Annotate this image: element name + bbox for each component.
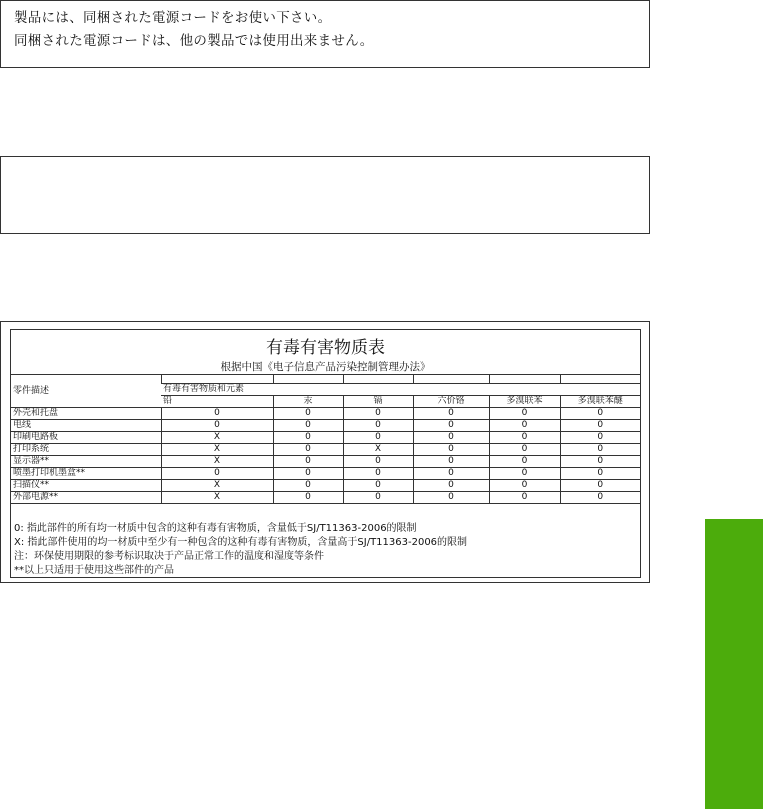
substance-value-cell: 0	[413, 432, 489, 444]
substance-value-cell: 0	[343, 420, 413, 432]
substance-value-cell: 0	[343, 408, 413, 420]
substance-value-cell: 0	[161, 408, 273, 420]
substance-value-cell: 0	[560, 468, 640, 480]
hazard-table-frame	[10, 329, 641, 578]
notice-line-2: 同梱された電源コードは、他の製品では使用出来ません。	[14, 33, 374, 49]
substance-value-cell: 0	[489, 492, 560, 504]
part-name-cell: 打印系统	[11, 444, 161, 456]
empty-notice-box	[0, 156, 650, 234]
hazard-notes	[14, 522, 467, 578]
part-name-cell: 显示器**	[11, 456, 161, 468]
part-name-cell: 印刷电路板	[11, 432, 161, 444]
note-line: 0: 指此部件的所有均一材质中包含的这种有毒有害物质，含量低于SJ/T11363-2006的限制	[14, 523, 417, 534]
substance-value-cell: 0	[413, 492, 489, 504]
note-line: X: 指此部件使用的均一材质中至少有一种包含的这种有毒有害物质，含量高于SJ/T11363-2006的限制	[14, 537, 468, 548]
substance-value-cell: X	[161, 432, 273, 444]
substance-value-cell: 0	[273, 408, 343, 420]
substance-value-cell: 0	[413, 408, 489, 420]
note-line: 注：环保使用期限的参考标识取决于产品正常工作的温度和湿度等条件	[14, 551, 324, 562]
hazard-table-subtitle: 根据中国《电子信息产品污染控制管理办法》	[220, 361, 431, 373]
substance-value-cell: 0	[343, 492, 413, 504]
substance-value-cell: 0	[413, 444, 489, 456]
substance-value-cell: 0	[489, 420, 560, 432]
substance-value-cell: 0	[560, 408, 640, 420]
substance-value-cell: 0	[343, 432, 413, 444]
hazard-table-title: 有毒有害物质表	[266, 338, 385, 358]
notice-line-1: 製品には、同梱された電源コードをお使い下さい。	[14, 10, 332, 26]
substance-value-cell: 0	[560, 492, 640, 504]
table-row	[11, 408, 640, 420]
substance-value-cell: X	[161, 444, 273, 456]
substance-group-header: 有毒有害物质和元素	[161, 384, 640, 396]
substance-value-cell: 0	[343, 456, 413, 468]
substance-value-cell: 0	[489, 480, 560, 492]
substance-value-cell: 0	[560, 444, 640, 456]
substance-value-cell: 0	[413, 420, 489, 432]
substance-header: 镉	[343, 396, 413, 408]
substance-value-cell: 0	[489, 444, 560, 456]
substance-value-cell: 0	[273, 420, 343, 432]
substance-value-cell: 0	[489, 408, 560, 420]
substance-value-cell: 0	[560, 432, 640, 444]
substance-value-cell: 0	[489, 456, 560, 468]
part-name-cell: 外部电源**	[11, 492, 161, 504]
substance-value-cell: 0	[161, 468, 273, 480]
substance-value-cell: 0	[273, 444, 343, 456]
hazardous-substances-panel	[0, 321, 650, 583]
hazard-table	[11, 374, 640, 504]
substance-value-cell: 0	[273, 480, 343, 492]
part-name-cell: 扫描仪**	[11, 480, 161, 492]
substance-header: 汞	[273, 396, 343, 408]
table-row	[11, 420, 640, 432]
table-row	[11, 432, 640, 444]
section-side-tab	[705, 519, 763, 809]
japanese-power-cord-notice	[0, 0, 650, 68]
substance-value-cell: 0	[161, 420, 273, 432]
note-line: **以上只适用于使用这些部件的产品	[14, 565, 174, 576]
substance-value-cell: 0	[560, 420, 640, 432]
substance-value-cell: 0	[273, 456, 343, 468]
substance-header: 多溴联苯	[489, 396, 560, 408]
substance-header: 多溴联苯醚	[560, 396, 640, 408]
substance-value-cell: X	[343, 444, 413, 456]
part-name-cell: 电线	[11, 420, 161, 432]
part-name-cell: 喷墨打印机墨盒**	[11, 468, 161, 480]
table-row	[11, 468, 640, 480]
substance-value-cell: X	[161, 456, 273, 468]
substance-value-cell: 0	[273, 492, 343, 504]
substance-value-cell: 0	[273, 432, 343, 444]
part-column-header: 零件描述	[11, 375, 161, 408]
substance-value-cell: 0	[343, 468, 413, 480]
substance-header: 六价铬	[413, 396, 489, 408]
substance-value-cell: 0	[413, 468, 489, 480]
substance-value-cell: 0	[560, 456, 640, 468]
substance-value-cell: 0	[413, 480, 489, 492]
substance-value-cell: 0	[343, 480, 413, 492]
table-row	[11, 480, 640, 492]
substance-header: 铅	[161, 396, 273, 408]
substance-value-cell: X	[161, 492, 273, 504]
substance-value-cell: 0	[273, 468, 343, 480]
table-row	[11, 456, 640, 468]
substance-value-cell: 0	[489, 468, 560, 480]
substance-value-cell: 0	[489, 432, 560, 444]
substance-value-cell: X	[161, 480, 273, 492]
table-row	[11, 492, 640, 504]
substance-value-cell: 0	[413, 456, 489, 468]
part-name-cell: 外壳和托盘	[11, 408, 161, 420]
table-row	[11, 444, 640, 456]
substance-value-cell: 0	[560, 480, 640, 492]
